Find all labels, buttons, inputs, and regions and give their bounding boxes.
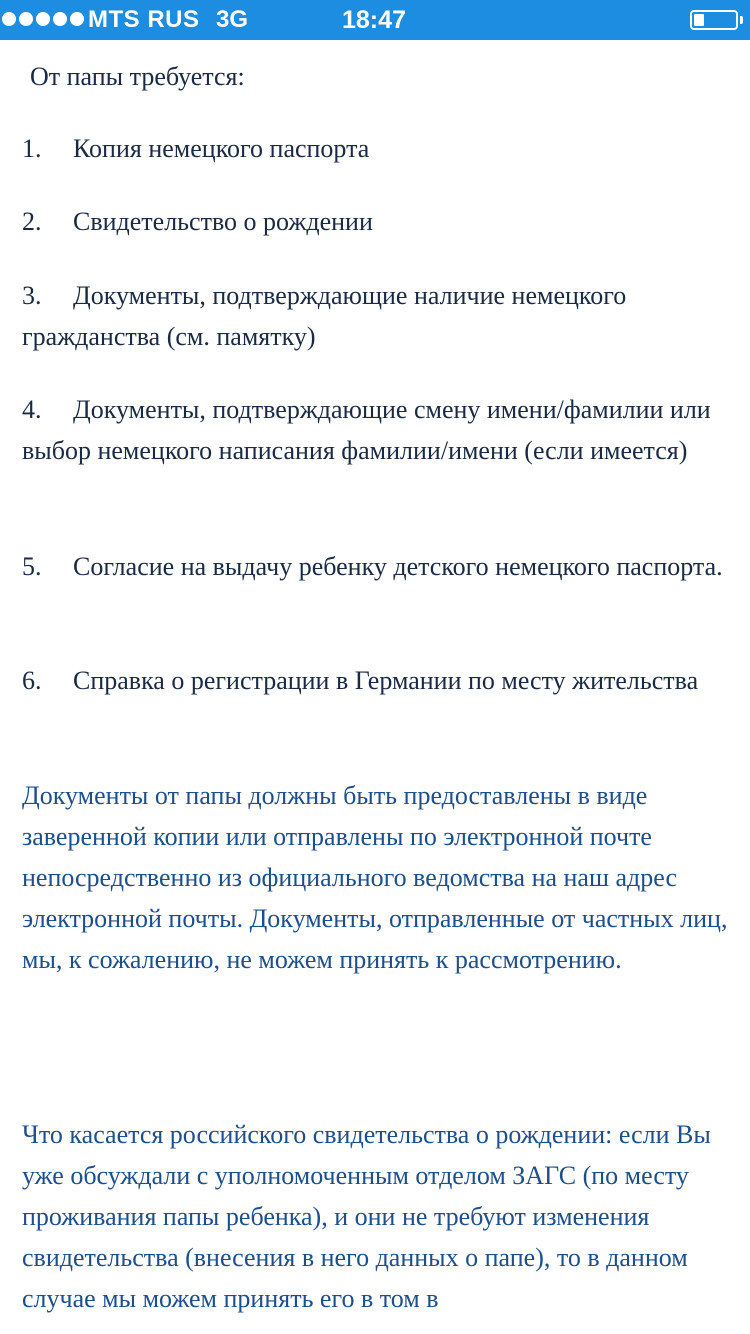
list-item-text: Документы, подтверждающие смену имени/фамилии или выбор немецкого написания фамилии/имени (если имеется) bbox=[22, 395, 711, 465]
signal-dot bbox=[19, 12, 33, 26]
list-item bbox=[22, 546, 728, 587]
list-item-text: Копия немецкого паспорта bbox=[73, 134, 370, 163]
list-item bbox=[22, 389, 728, 471]
list-item-number: 5. bbox=[22, 552, 42, 581]
list-item-number: 1. bbox=[22, 134, 42, 163]
list-item-number: 4. bbox=[22, 395, 42, 424]
dad-requirements-heading: От папы требуется: bbox=[30, 62, 245, 91]
list-item-text: Документы, подтверждающие наличие немецкого гражданства (см. памятку) bbox=[22, 281, 627, 351]
status-bar bbox=[0, 0, 750, 40]
list-item bbox=[22, 660, 728, 701]
list-item-number: 3. bbox=[22, 281, 42, 310]
signal-dots-icon bbox=[2, 12, 84, 26]
list-item-text: Согласие на выдачу ребенку детского немецкого паспорта. bbox=[73, 552, 723, 581]
battery-tip-icon bbox=[740, 16, 743, 24]
signal-dot bbox=[36, 12, 50, 26]
signal-dot bbox=[2, 12, 16, 26]
documents-paragraph: Документы от папы должны быть предоставлены в виде заверенной копии или отправлены по электронной почте непосредственно из официального ведомства на наш адрес электронной почты. Документы, отправленные от частных лиц, мы, к сожалению, не можем принять к рассмотрению. bbox=[22, 781, 728, 974]
battery-icon bbox=[690, 10, 738, 30]
battery-level bbox=[694, 14, 704, 26]
list-item-text: Свидетельство о рождении bbox=[73, 207, 373, 236]
list-item-number: 6. bbox=[22, 666, 42, 695]
birth-certificate-paragraph: Что касается российского свидетельства о рождении: если Вы уже обсуждали с уполномоченным отделом ЗАГС (по месту проживания папы ребенка), и они не требуют изменения свидетельства (внесения в него данных о папе), то в данном случае мы можем принять его в том в bbox=[22, 1120, 711, 1313]
list-item-number: 2. bbox=[22, 207, 42, 236]
list-item-text: Справка о регистрации в Германии по месту жительства bbox=[73, 666, 699, 695]
status-time: 18:47 bbox=[342, 6, 406, 34]
signal-dot bbox=[70, 12, 84, 26]
list-item bbox=[22, 128, 728, 169]
list-item bbox=[22, 275, 728, 357]
carrier-name: MTS RUS bbox=[88, 6, 200, 33]
signal-dot bbox=[53, 12, 67, 26]
network-type: 3G bbox=[216, 6, 249, 33]
list-item bbox=[22, 201, 728, 242]
